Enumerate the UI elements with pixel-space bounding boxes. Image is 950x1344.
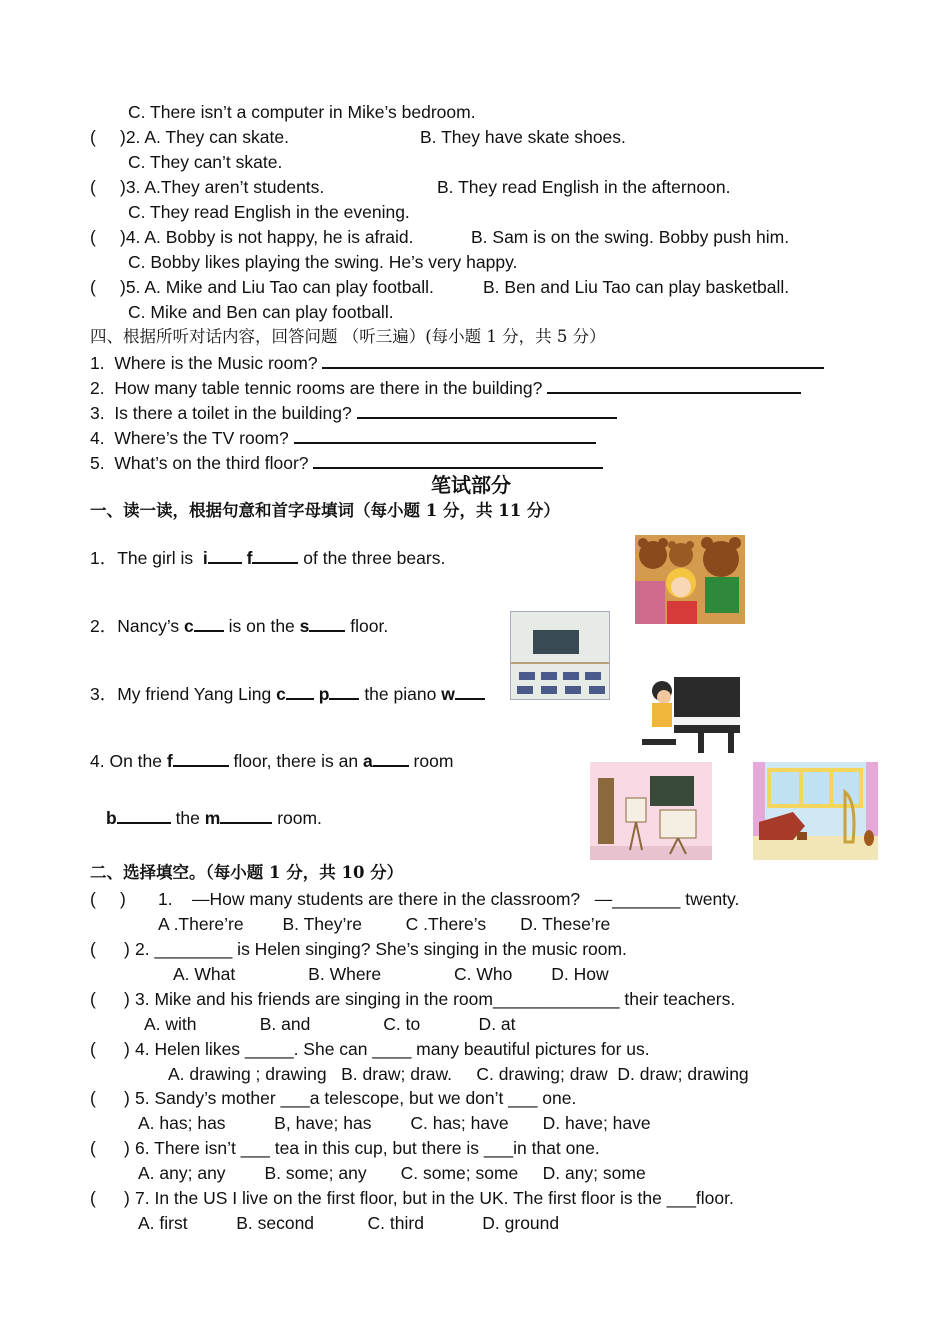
answer-paren: ( xyxy=(90,889,96,909)
p1-question-1: 1．The girl is i f of the three bears. xyxy=(90,548,446,568)
q3-option-b: B. They read English in the afternoon. xyxy=(437,177,731,197)
mc-question-2-stem: 2. ________ is Helen singing? She’s singing in the music room. xyxy=(135,939,627,959)
section4-heading: 四、根据所听对话内容，回答问题 （听三遍）(每小题 1 分，共 5 分） xyxy=(90,327,606,346)
art-room-picture xyxy=(590,762,712,860)
answer-line[interactable] xyxy=(286,682,314,700)
part1-heading: 一、读一读，根据句意和首字母填词（每小题 1 分，共 11 分） xyxy=(90,501,560,520)
girl-playing-piano-picture xyxy=(638,673,740,754)
mc-question-3-options: A. with B. and C. to D. at xyxy=(144,1014,516,1034)
q5-option-b: B. Ben and Liu Tao can play basketball. xyxy=(483,277,790,297)
written-part-title: 笔试部分 xyxy=(431,473,511,497)
answer-line[interactable] xyxy=(309,614,345,632)
answer-paren: ( xyxy=(90,939,96,959)
mc-question-5-options: A. has; has B, have; has C. has; have D. have; have xyxy=(138,1113,651,1133)
part2-heading: 二、选择填空。（每小题 1 分，共 10 分） xyxy=(90,863,404,882)
answer-paren: ( xyxy=(90,1138,96,1158)
s4-question-4: 4. Where’s the TV room? xyxy=(90,426,596,449)
mc-question-4-options: A. drawing ; drawing B. draw; draw. C. drawing; draw D. draw; drawing xyxy=(168,1064,749,1084)
answer-paren: ( xyxy=(90,1039,96,1059)
s4-question-2: 2. How many table tennic rooms are there in the building? xyxy=(90,376,801,399)
s4-question-1: 1. Where is the Music room? xyxy=(90,351,824,374)
answer-line[interactable] xyxy=(194,614,224,632)
q4-option-b: B. Sam is on the swing. Bobby push him. xyxy=(471,227,790,247)
q5-stem: )5. A. Mike and Liu Tao can play football. xyxy=(120,277,434,297)
answer-paren: ( xyxy=(90,989,96,1009)
answer-line[interactable] xyxy=(455,682,485,700)
classroom-picture xyxy=(510,611,610,700)
mc-question-5-stem: 5. Sandy’s mother ___a telescope, but we don’t ___ one. xyxy=(135,1088,577,1108)
answer-line[interactable] xyxy=(208,546,242,564)
q3-stem: )3. A.They aren’t students. xyxy=(120,177,325,197)
answer-paren: ( xyxy=(90,177,96,197)
answer-paren-close: ) xyxy=(124,1039,130,1059)
answer-paren: ( xyxy=(90,227,96,247)
s4-question-3: 3. Is there a toilet in the building? xyxy=(90,401,617,424)
p1-question-4: 4. On the f floor, there is an a room xyxy=(90,751,454,771)
p1-question-4-cont: b the m room. xyxy=(106,808,322,828)
answer-paren: ( xyxy=(90,277,96,297)
mc-question-4-stem: 4. Helen likes _____. She can ____ many beautiful pictures for us. xyxy=(135,1039,650,1059)
music-room-picture xyxy=(753,762,878,860)
mc-question-6-options: A. any; any B. some; any C. some; some D. any; some xyxy=(138,1163,646,1183)
answer-paren-close: ) xyxy=(124,1088,130,1108)
answer-line[interactable] xyxy=(357,401,617,419)
mc-question-1-options: A .There’re B. They’re C .There’s D. These’re xyxy=(158,914,611,934)
mc-question-1-stem: 1. —How many students are there in the classroom? —_______ twenty. xyxy=(158,889,740,909)
mc-question-7-stem: 7. In the US I live on the first floor, but in the UK. The first floor is the ___floor. xyxy=(135,1188,734,1208)
answer-paren-close: ) xyxy=(124,939,130,959)
q2-option-b: B. They have skate shoes. xyxy=(420,127,626,147)
answer-paren-close: ) xyxy=(124,1138,130,1158)
answer-paren: ( xyxy=(90,1188,96,1208)
answer-line[interactable] xyxy=(373,749,409,767)
answer-paren-close: ) xyxy=(120,889,126,909)
answer-paren-close: ) xyxy=(124,989,130,1009)
s4-question-5: 5. What’s on the third floor? xyxy=(90,451,603,474)
q1-option-c: C. There isn’t a computer in Mike’s bedroom. xyxy=(128,102,476,122)
answer-paren-close: ) xyxy=(124,1188,130,1208)
q3-option-c: C. They read English in the evening. xyxy=(128,202,410,222)
q2-stem: )2. A. They can skate. xyxy=(120,127,289,147)
answer-line[interactable] xyxy=(294,426,596,444)
answer-line[interactable] xyxy=(313,451,603,469)
mc-question-6-stem: 6. There isn’t ___ tea in this cup, but there is ___in that one. xyxy=(135,1138,600,1158)
answer-line[interactable] xyxy=(220,806,272,824)
q5-option-c: C. Mike and Ben can play football. xyxy=(128,302,394,322)
answer-line[interactable] xyxy=(252,546,298,564)
mc-question-7-options: A. first B. second C. third D. ground xyxy=(138,1213,560,1233)
q4-stem: )4. A. Bobby is not happy, he is afraid. xyxy=(120,227,414,247)
answer-paren: ( xyxy=(90,1088,96,1108)
answer-line[interactable] xyxy=(117,806,171,824)
three-bears-girl-picture xyxy=(635,535,745,624)
q4-option-c: C. Bobby likes playing the swing. He’s very happy. xyxy=(128,252,518,272)
answer-line[interactable] xyxy=(329,682,359,700)
answer-line[interactable] xyxy=(322,351,824,369)
mc-question-2-options: A. What B. Where C. Who D. How xyxy=(173,964,609,984)
mc-question-3-stem: 3. Mike and his friends are singing in the room_____________ their teachers. xyxy=(135,989,736,1009)
q2-option-c: C. They can’t skate. xyxy=(128,152,283,172)
p1-question-3: 3．My friend Yang Ling c p the piano w xyxy=(90,682,485,705)
p1-question-2: 2．Nancy’s c is on the s floor. xyxy=(90,616,389,636)
answer-paren: ( xyxy=(90,127,96,147)
answer-line[interactable] xyxy=(547,376,801,394)
answer-line[interactable] xyxy=(173,749,229,767)
